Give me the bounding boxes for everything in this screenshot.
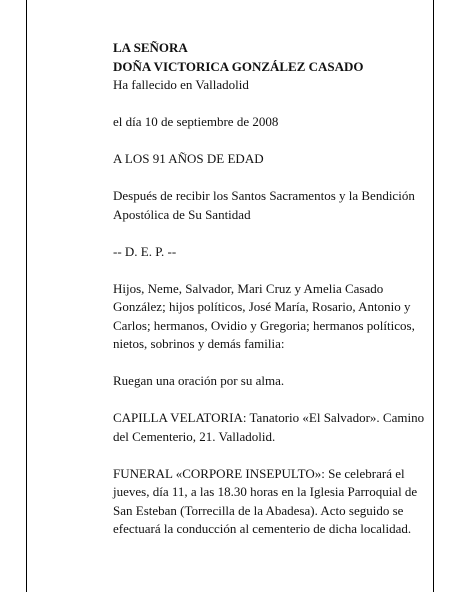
family-text: Hijos, Neme, Salvador, Mari Cruz y Amelia Casado González; hijos políticos, José María, Rosario, Antonio y Carlos; hermanos, Ovidio y Gregoria; hermanos políticos, nietos, sobrinos y demás familia:: [113, 280, 415, 351]
title-line-1: LA SEÑORA: [113, 40, 188, 55]
age-text: A LOS 91 AÑOS DE EDAD: [113, 151, 264, 166]
deceased-name: DOÑA VICTORICA GONZÁLEZ CASADO: [113, 58, 364, 74]
sacraments-text: Después de recibir los Santos Sacramentos y la Bendición Apostólica de Su Santidad: [113, 188, 415, 222]
funeral-text: FUNERAL «CORPORE INSEPULTO»: Se celebrará el jueves, día 11, a las 18.30 horas en la Iglesia Parroquial de San Esteban (Torrecilla de la Abadesa). Acto seguido se efectuará la conducción al cementerio de dicha localidad.: [113, 465, 418, 536]
rip-text: -- D. E. P. --: [113, 243, 177, 259]
prayer-text: Ruegan una oración por su alma.: [113, 373, 285, 388]
left-border-line: [26, 0, 27, 592]
chapel-text: CAPILLA VELATORIA: Tanatorio «El Salvador». Camino del Cementerio, 21. Valladolid.: [113, 410, 425, 444]
date-of-death: el día 10 de septiembre de 2008: [113, 114, 279, 129]
obituary-notice: [113, 39, 431, 539]
died-in-text: Ha fallecido en Valladolid: [113, 77, 249, 92]
right-border-line: [433, 0, 434, 592]
